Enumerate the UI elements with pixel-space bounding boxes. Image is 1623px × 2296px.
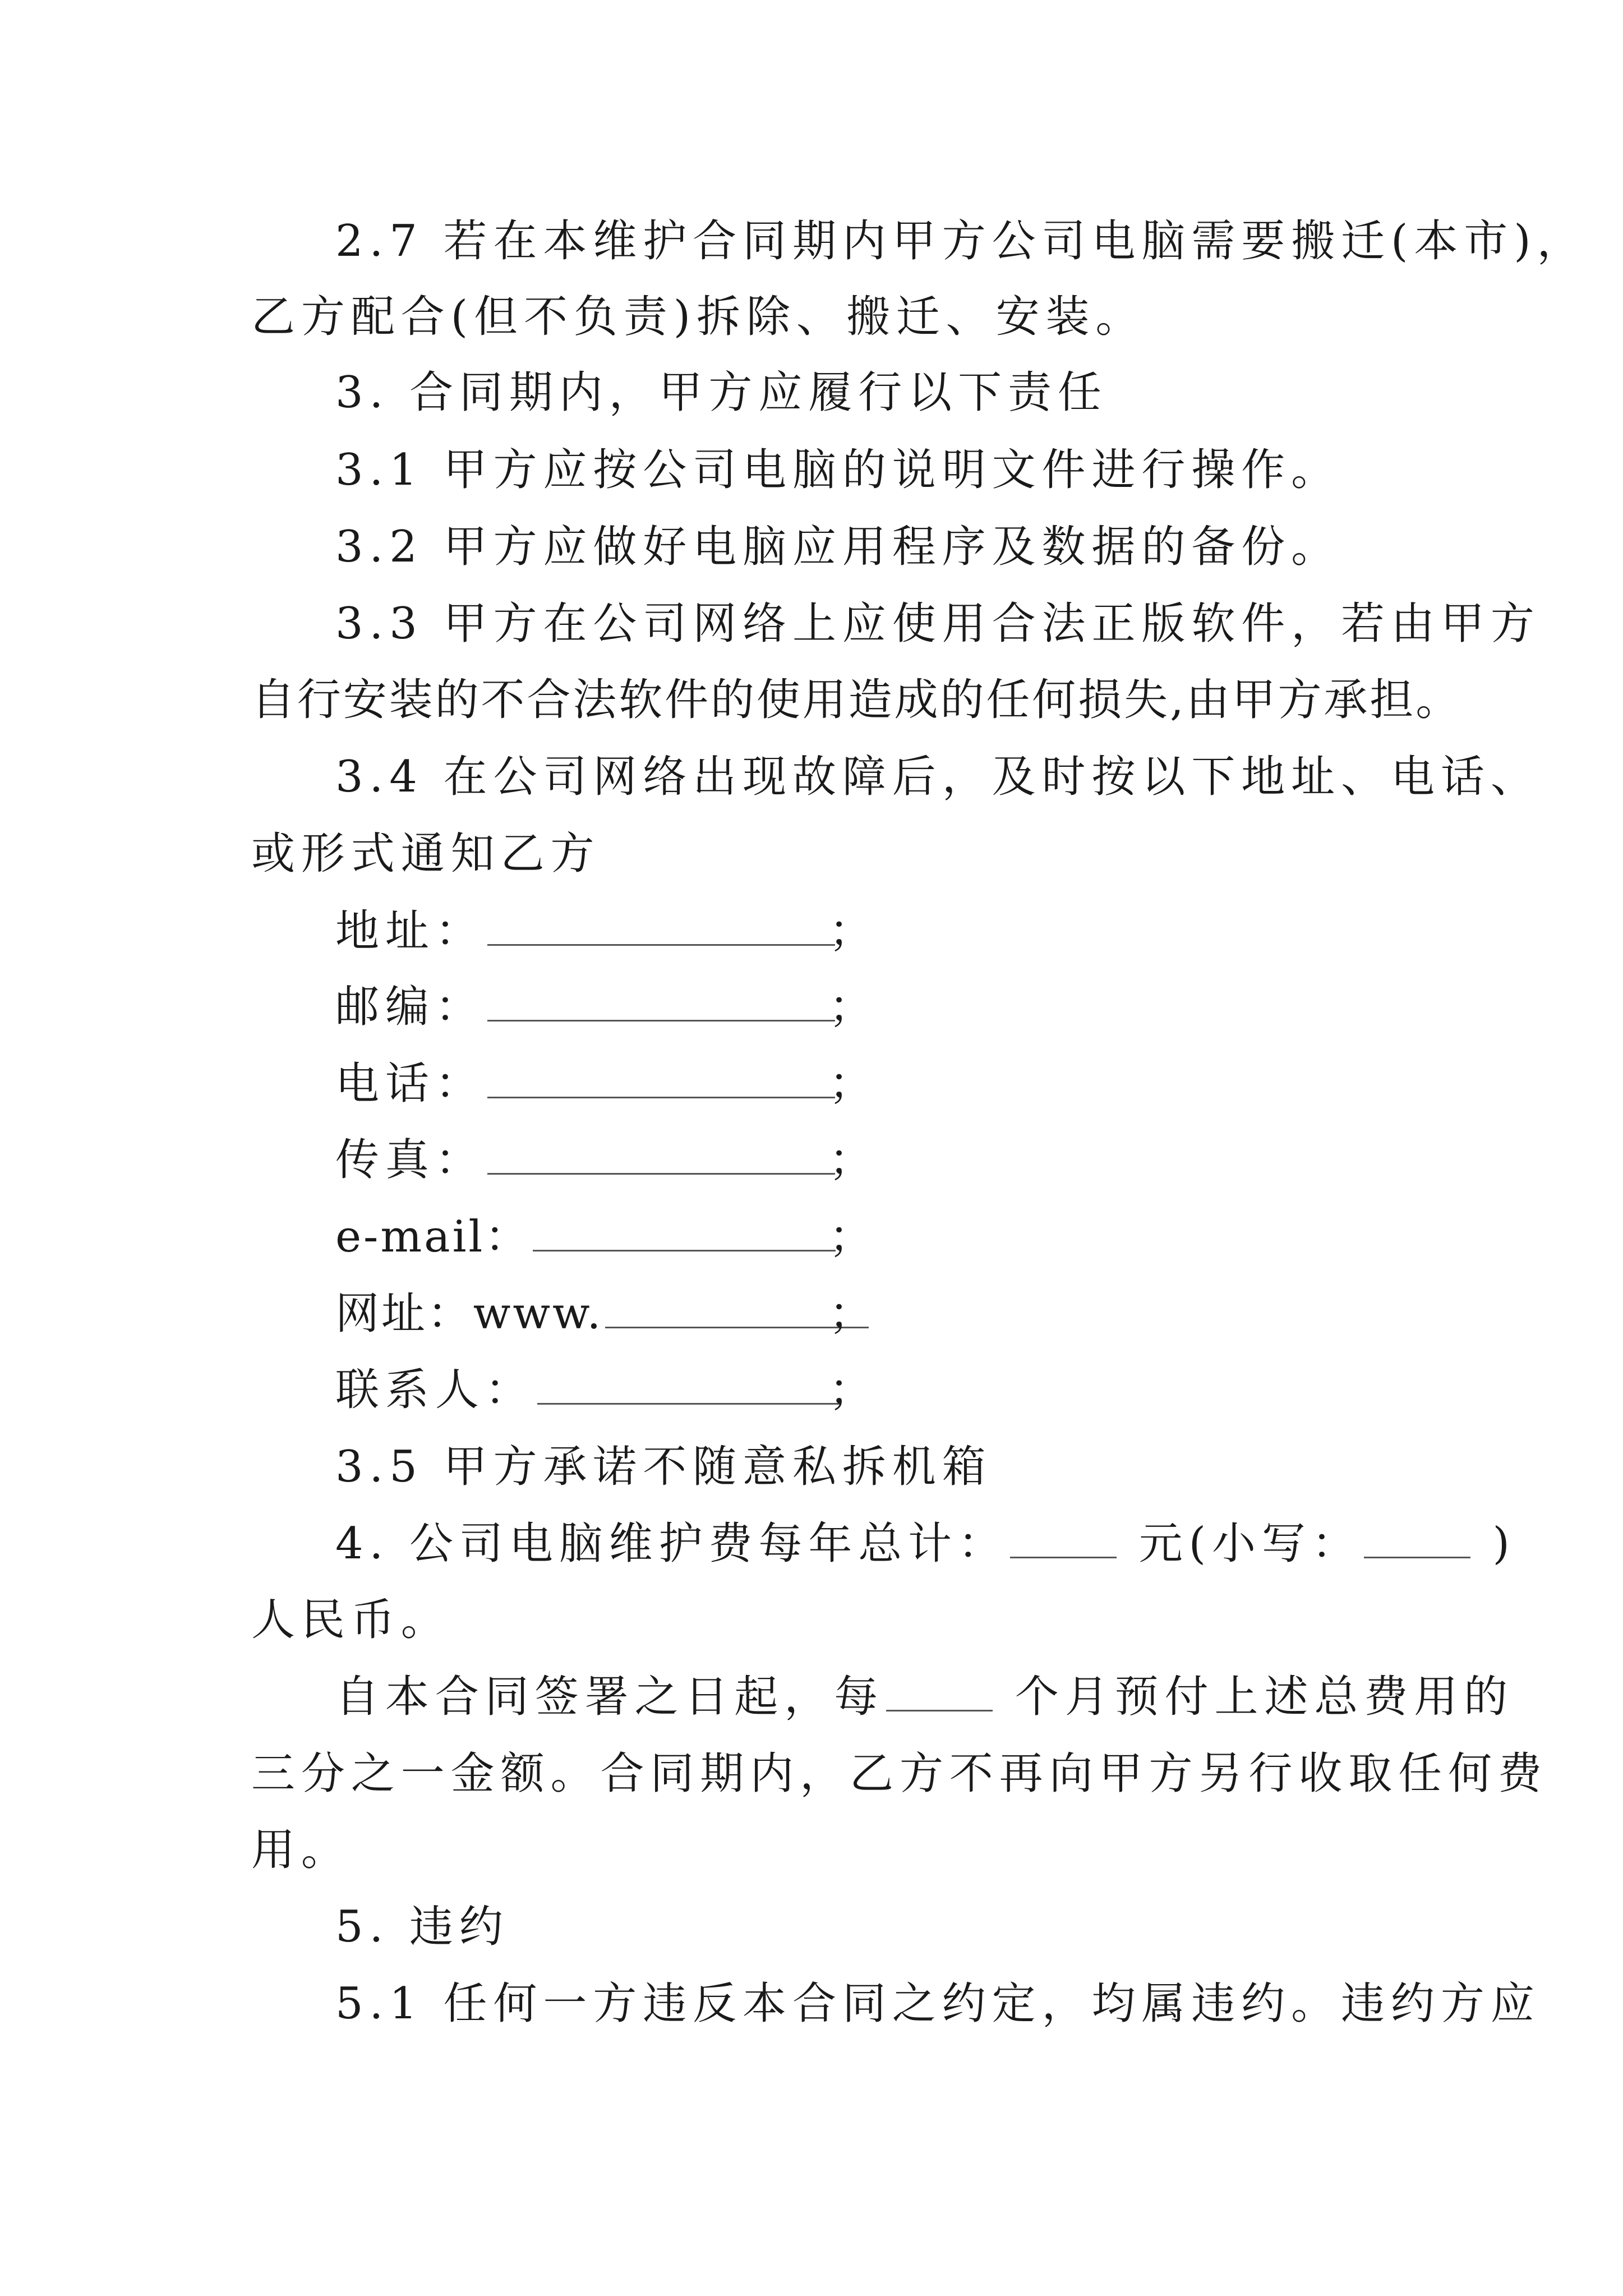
postcode-blank[interactable] [487, 987, 835, 1022]
payment-line3: 用。 [251, 1825, 351, 1875]
payment-line1 [335, 1669, 1514, 1725]
payment-months-blank[interactable] [886, 1677, 993, 1711]
clause-5-heading: 5. 违约 [335, 1902, 509, 1952]
clause-3-2: 3.2 甲方应做好电脑应用程序及数据的备份。 [335, 522, 1341, 572]
clause-3-3-line1: 3.3 甲方在公司网络上应使用合法正版软件，若由甲方 [335, 599, 1541, 649]
website-label: 网址：www. [335, 1289, 603, 1339]
payment-line2: 三分之一金额。合同期内，乙方不再向甲方另行收取任何费 [251, 1749, 1548, 1799]
website-field [335, 1286, 875, 1342]
payment-post: 个月预付上述总费用的 [1015, 1672, 1514, 1722]
fax-end: ； [829, 1135, 879, 1185]
clause-2-7-line2: 乙方配合(但不负责)拆除、搬迁、安装。 [251, 292, 1146, 342]
fax-blank[interactable] [487, 1140, 835, 1175]
clause-3-4-line1: 3.4 在公司网络出现故障后，及时按以下地址、电话、 [335, 752, 1541, 802]
clause-4-line1 [335, 1516, 1516, 1572]
email-blank[interactable] [533, 1217, 836, 1251]
email-field [335, 1209, 875, 1265]
postcode-end: ； [829, 982, 879, 1032]
clause-3-4-line2: 或形式通知乙方 [251, 829, 601, 879]
clause-2-7-line1: 2.7 若在本维护合同期内甲方公司电脑需要搬迁(本市)， [335, 216, 1587, 266]
address-label: 地址： [335, 906, 485, 956]
email-label: e-mail： [335, 1212, 531, 1262]
clause-5-1: 5.1 任何一方违反本合同之约定，均属违约。违约方应 [335, 1978, 1541, 2029]
fax-label: 传真： [335, 1135, 485, 1185]
postcode-field [335, 979, 879, 1035]
phone-end: ； [829, 1059, 879, 1109]
fee-lowercase-blank[interactable] [1364, 1524, 1470, 1558]
contact-end: ； [829, 1365, 879, 1415]
contact-label: 联系人： [335, 1365, 535, 1415]
address-blank[interactable] [487, 912, 835, 946]
phone-blank[interactable] [487, 1064, 835, 1098]
fax-field [335, 1132, 879, 1188]
postcode-label: 邮编： [335, 982, 485, 1032]
fee-label: 4. 公司电脑维护费每年总计： [335, 1519, 1008, 1569]
clause-3-1: 3.1 甲方应按公司电脑的说明文件进行操作。 [335, 445, 1341, 495]
address-field [335, 903, 879, 959]
email-end: ； [829, 1212, 875, 1262]
fee-close: ) [1492, 1519, 1516, 1569]
clause-3-heading: 3. 合同期内，甲方应履行以下责任 [335, 367, 1108, 418]
clause-4-line2: 人民币。 [251, 1595, 451, 1645]
phone-field [335, 1056, 879, 1112]
website-end: ； [829, 1289, 875, 1339]
payment-pre: 自本合同签署之日起，每 [335, 1672, 884, 1722]
clause-3-3-line2: 自行安装的不合法软件的使用造成的任何损失,由甲方承担。 [251, 675, 1462, 725]
contact-blank[interactable] [537, 1370, 840, 1405]
fee-unit: 元(小写： [1138, 1519, 1362, 1569]
contact-field [335, 1362, 879, 1418]
address-end: ； [829, 906, 879, 956]
phone-label: 电话： [335, 1059, 485, 1109]
clause-3-5: 3.5 甲方承诺不随意私拆机箱 [335, 1442, 992, 1492]
fee-amount-blank[interactable] [1010, 1524, 1117, 1558]
